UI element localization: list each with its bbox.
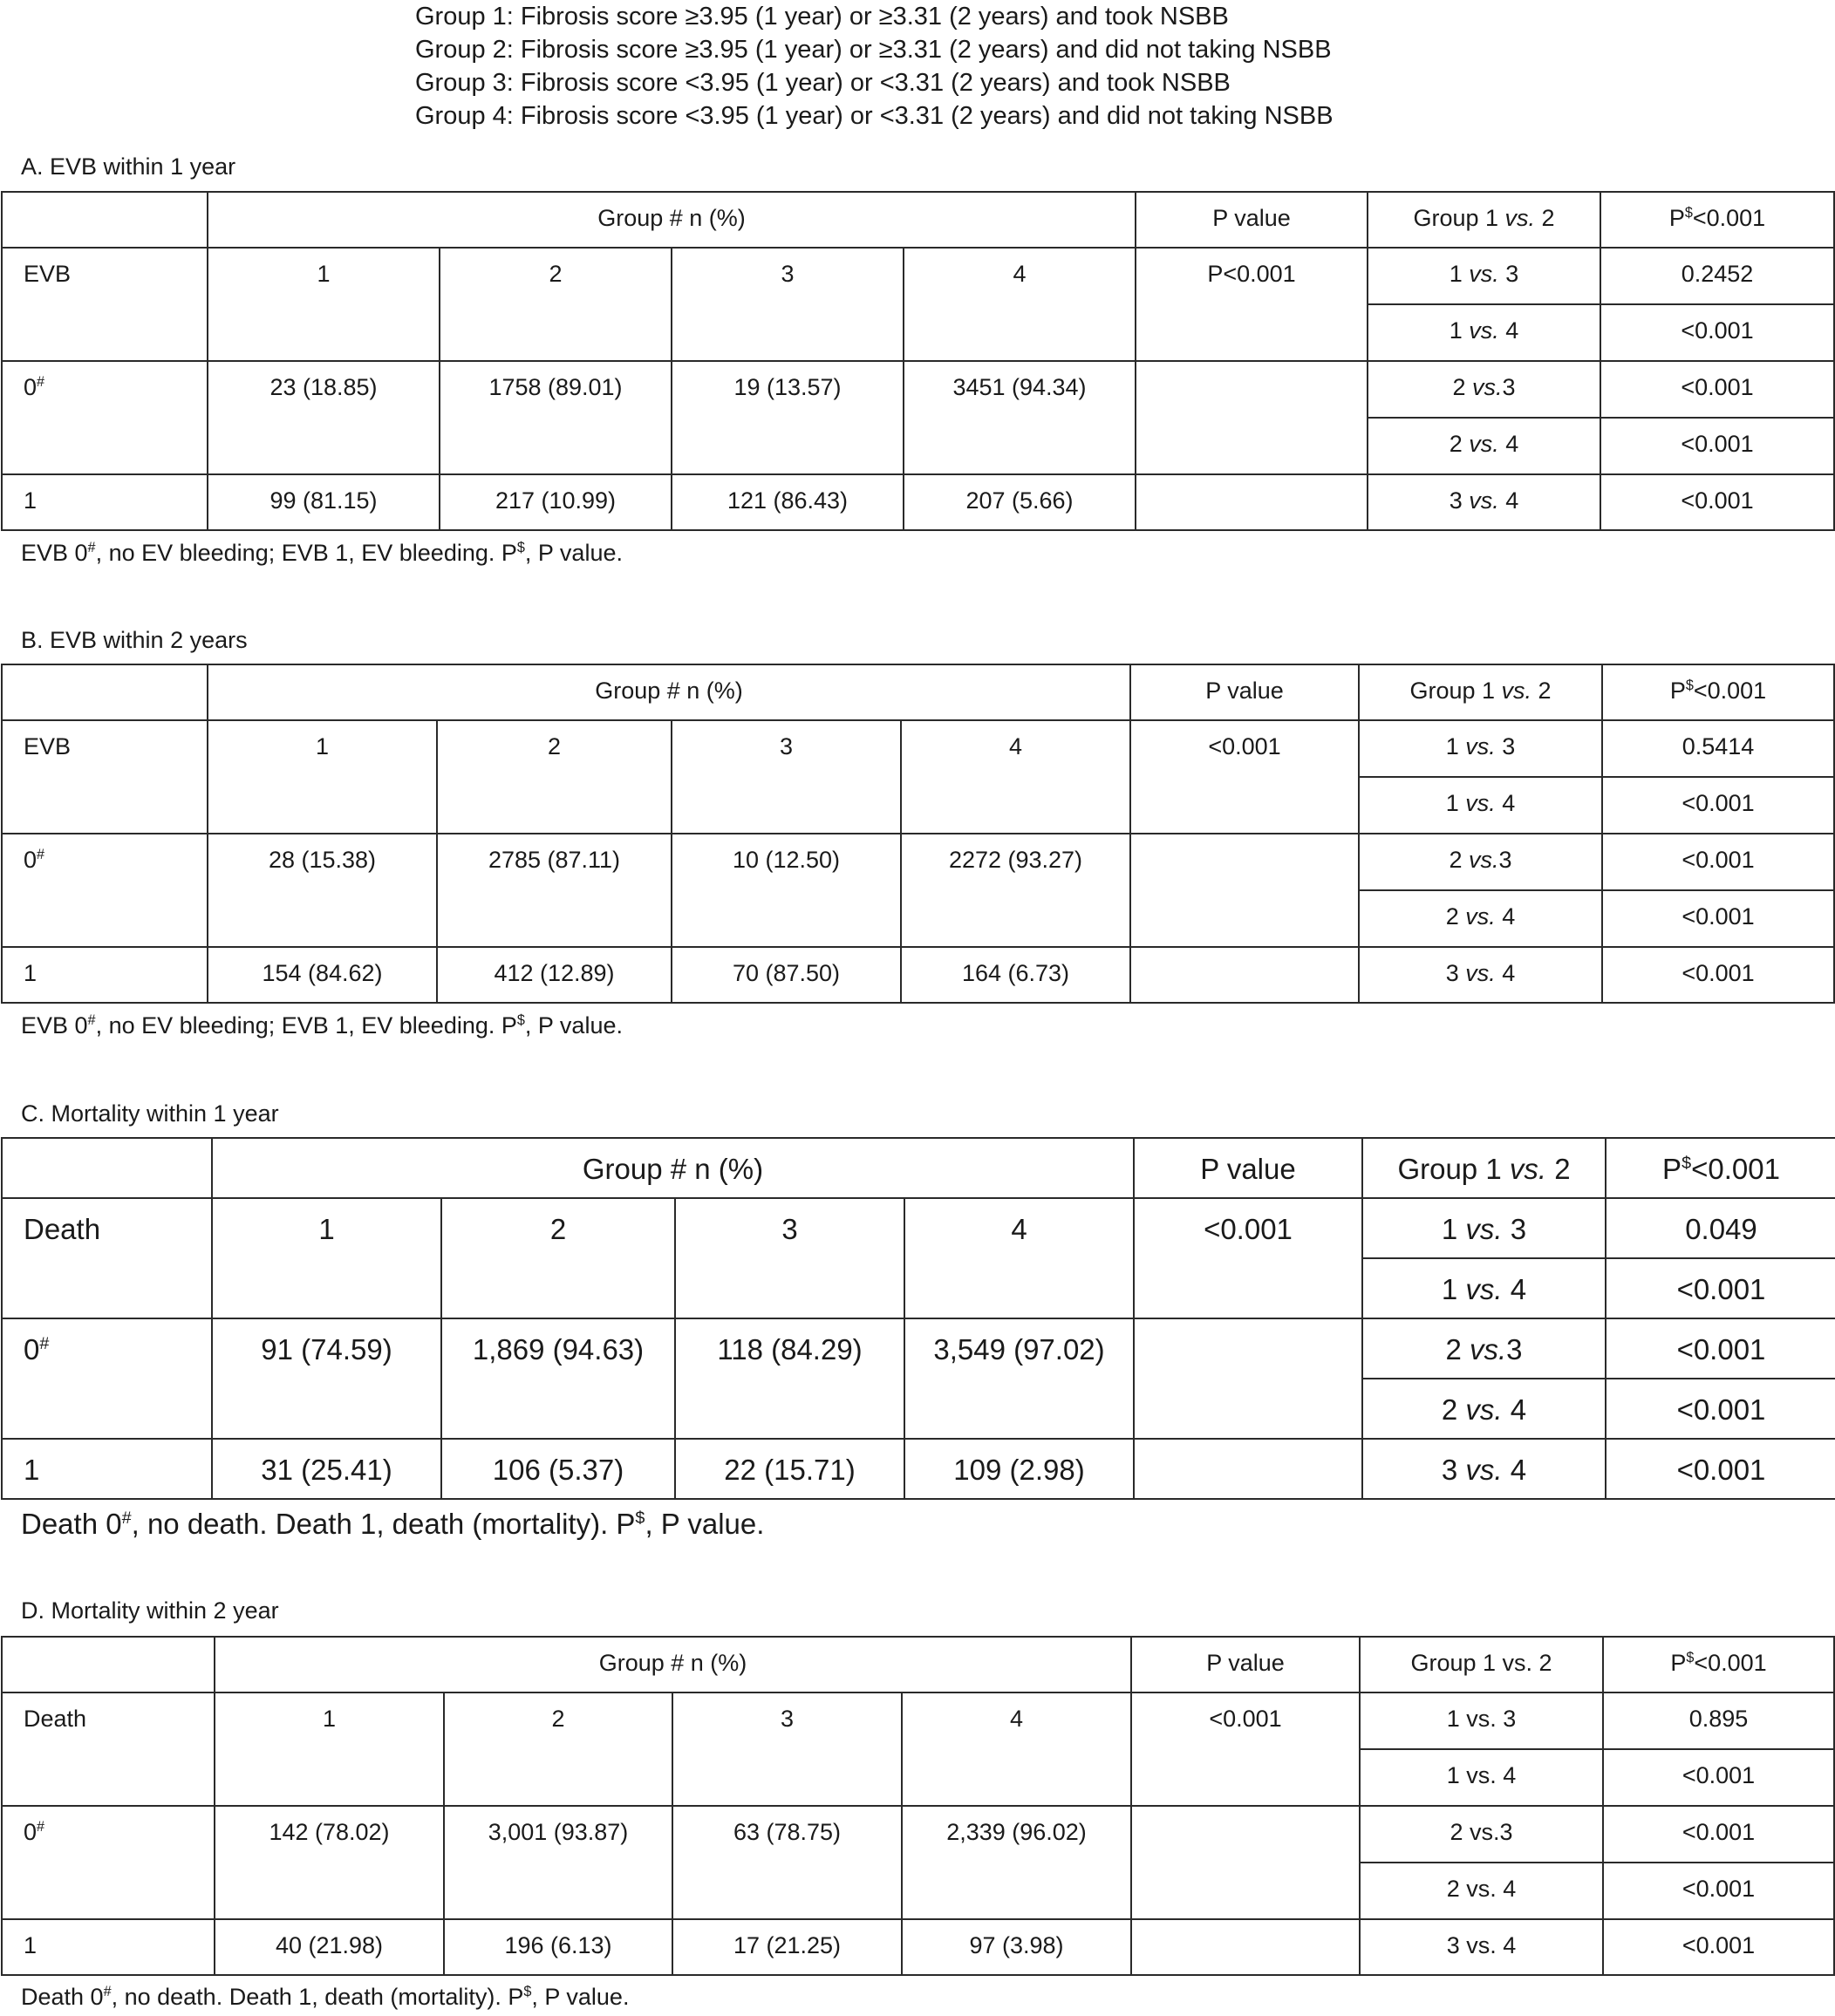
- legend-line: Group 1: Fibrosis score ≥3.95 (1 year) or ≥3.31 (2 years) and took NSBB: [415, 3, 1229, 31]
- p-threshold-value: <0.001: [1693, 678, 1767, 704]
- comparison-a: 1: [1441, 1273, 1466, 1305]
- corner-cell: [2, 664, 208, 720]
- group-number: 2: [440, 248, 672, 361]
- group-row: [2, 248, 1834, 304]
- hash-superscript: #: [103, 1984, 112, 1999]
- dollar-superscript: $: [523, 1984, 532, 1999]
- legend-line: Group 2: Fibrosis score ≥3.95 (1 year) or ≥3.31 (2 years) and did not taking NSBB: [415, 36, 1332, 64]
- comparison-vs: vs.: [1472, 374, 1503, 400]
- comparison-b: 4: [1495, 790, 1516, 816]
- count-percent-cell: 3451 (94.34): [904, 361, 1136, 474]
- comparison-vs: vs.: [1469, 487, 1499, 514]
- group-header: Group # n (%): [208, 192, 1136, 248]
- comparison-a: 1: [1446, 1762, 1467, 1788]
- footnote-part: , no EV bleeding; EVB 1, EV bleeding. P: [95, 540, 517, 566]
- corner-cell: [2, 1138, 212, 1198]
- data-row: [2, 361, 1834, 418]
- row-label-text: 0: [24, 847, 38, 873]
- group-header: Group # n (%): [215, 1637, 1131, 1692]
- comparison-b: 3: [1506, 1333, 1523, 1366]
- results-table: [1, 1137, 1835, 1500]
- comparison-vs: vs.: [1469, 431, 1499, 457]
- group-number: 2: [437, 720, 672, 834]
- count-percent-cell: 28 (15.38): [208, 834, 437, 947]
- comparison-pair: [1360, 1749, 1603, 1806]
- dollar-superscript: $: [1684, 205, 1693, 221]
- comparison-vs: vs.: [1465, 1273, 1503, 1305]
- overall-p-value: <0.001: [1134, 1198, 1362, 1318]
- group-number: 1: [212, 1198, 441, 1318]
- overall-p-value: P<0.001: [1136, 248, 1368, 361]
- comparison-b: 3: [1496, 1706, 1517, 1732]
- comparison-p-value: <0.001: [1600, 474, 1834, 530]
- comparison-pair: [1368, 361, 1600, 418]
- dollar-superscript: $: [516, 540, 525, 555]
- footnote-part: , P value.: [524, 540, 623, 566]
- row-label: [2, 834, 208, 947]
- footnote-part: Death 0: [21, 1508, 122, 1540]
- group-number: 1: [208, 248, 440, 361]
- data-row: [2, 1919, 1834, 1975]
- p-threshold-header: P$<0.001: [1603, 1637, 1834, 1692]
- comparison-header-a: Group 1: [1409, 678, 1502, 704]
- count-percent-cell: 154 (84.62): [208, 947, 437, 1003]
- comparison-header-a: Group 1: [1397, 1153, 1510, 1185]
- count-percent-cell: 2272 (93.27): [901, 834, 1130, 947]
- comparison-pair: [1368, 248, 1600, 304]
- comparison-pair: [1360, 1692, 1603, 1749]
- header-row: [2, 664, 1834, 720]
- group-number: 3: [672, 720, 901, 834]
- group-number: 1: [215, 1692, 444, 1806]
- comparison-vs: vs.: [1470, 1333, 1507, 1366]
- footnote-part: , no death. Death 1, death (mortality). P: [111, 1984, 524, 2010]
- comparison-b: 4: [1498, 431, 1519, 457]
- comparison-a: 1: [1441, 1213, 1466, 1245]
- dollar-superscript: $: [1682, 1154, 1692, 1173]
- row-label: EVB: [2, 248, 208, 361]
- comparison-p-value: <0.001: [1603, 1806, 1834, 1863]
- count-percent-cell: 1758 (89.01): [440, 361, 672, 474]
- count-percent-cell: 97 (3.98): [902, 1919, 1131, 1975]
- count-percent-cell: 10 (12.50): [672, 834, 901, 947]
- comparison-pair: [1360, 1919, 1603, 1975]
- data-row: [2, 947, 1834, 1003]
- comparison-p-value: <0.001: [1602, 834, 1834, 890]
- comparison-vs: vs.: [1465, 790, 1496, 816]
- comparison-b: 4: [1495, 960, 1516, 986]
- row-label-text: 0: [24, 374, 38, 400]
- data-row: [2, 474, 1834, 530]
- comparison-a: 1: [1449, 317, 1470, 344]
- empty-p-cell: [1131, 1806, 1360, 1919]
- comparison-a: 3: [1441, 1454, 1466, 1486]
- row-label: 1: [2, 947, 208, 1003]
- comparison-pair: [1362, 1318, 1606, 1379]
- dollar-superscript: $: [635, 1509, 645, 1528]
- table-footnote: [21, 1508, 764, 1541]
- p-threshold-value: <0.001: [1692, 205, 1766, 231]
- data-row: [2, 1439, 1835, 1499]
- comparison-header-b: 2: [1535, 205, 1555, 231]
- group-number: 3: [675, 1198, 904, 1318]
- comparison-vs: vs.: [1470, 1819, 1500, 1845]
- comparison-p-value: <0.001: [1606, 1318, 1835, 1379]
- comparison-p-value: <0.001: [1602, 947, 1834, 1003]
- comparison-b: 3: [1498, 261, 1519, 287]
- comparison-p-value: <0.001: [1606, 1379, 1835, 1439]
- footnote-part: , no death. Death 1, death (mortality). P: [131, 1508, 636, 1540]
- count-percent-cell: 3,549 (97.02): [904, 1318, 1134, 1439]
- comparison-vs: vs.: [1465, 733, 1496, 759]
- group-header: Group # n (%): [208, 664, 1130, 720]
- count-percent-cell: 19 (13.57): [672, 361, 904, 474]
- comparison-pair: [1360, 1863, 1603, 1919]
- footnote-part: , no EV bleeding; EVB 1, EV bleeding. P: [95, 1012, 517, 1039]
- comparison-a: 3: [1445, 960, 1466, 986]
- comparison-b: 4: [1496, 1932, 1517, 1958]
- comparison-a: 1: [1445, 790, 1466, 816]
- group-number: 4: [901, 720, 1130, 834]
- row-label: [2, 1806, 215, 1919]
- empty-p-cell: [1136, 361, 1368, 474]
- count-percent-cell: 91 (74.59): [212, 1318, 441, 1439]
- comparison-p-value: 0.049: [1606, 1198, 1835, 1258]
- comparison-b: 3: [1495, 733, 1516, 759]
- footnote-part: , P value.: [524, 1012, 623, 1039]
- row-label: Death: [2, 1692, 215, 1806]
- comparison-header-a: Group 1: [1410, 1650, 1503, 1676]
- hash-superscript: #: [39, 1334, 50, 1353]
- table-footnote: [21, 1984, 629, 2011]
- count-percent-cell: 70 (87.50): [672, 947, 901, 1003]
- row-label: Death: [2, 1198, 212, 1318]
- hash-superscript: #: [87, 540, 96, 555]
- comparison-b: 4: [1498, 317, 1519, 344]
- comparison-header-vs: vs.: [1504, 205, 1536, 231]
- dollar-superscript: $: [1686, 1650, 1695, 1665]
- row-label: 1: [2, 1919, 215, 1975]
- results-table: [1, 191, 1835, 531]
- comparison-pair: [1359, 834, 1602, 890]
- hash-superscript: #: [121, 1509, 132, 1528]
- comparison-b: 3: [1502, 374, 1516, 400]
- comparison-pair: [1362, 1379, 1606, 1439]
- comparison-b: 3: [1498, 847, 1512, 873]
- data-row: [2, 1318, 1835, 1379]
- comparison-a: 2: [1449, 847, 1469, 873]
- legend-line: Group 3: Fibrosis score <3.95 (1 year) or <3.31 (2 years) and took NSBB: [415, 69, 1231, 97]
- comparison-header-b: 2: [1532, 1650, 1552, 1676]
- header-row: [2, 1637, 1834, 1692]
- table-title: A. EVB within 1 year: [21, 153, 236, 180]
- count-percent-cell: 106 (5.37): [441, 1439, 675, 1499]
- comparison-b: 4: [1498, 487, 1519, 514]
- comparison-vs: vs.: [1466, 1932, 1497, 1958]
- comparison-vs: vs.: [1469, 847, 1499, 873]
- empty-p-cell: [1130, 947, 1359, 1003]
- comparison-b: 4: [1496, 1876, 1517, 1902]
- count-percent-cell: 217 (10.99): [440, 474, 672, 530]
- count-percent-cell: 23 (18.85): [208, 361, 440, 474]
- comparison-b: 4: [1496, 1762, 1517, 1788]
- count-percent-cell: 196 (6.13): [444, 1919, 672, 1975]
- comparison-b: 4: [1502, 1454, 1527, 1486]
- comparison-header: [1359, 664, 1602, 720]
- group-number: 3: [672, 248, 904, 361]
- comparison-b: 4: [1495, 903, 1516, 930]
- comparison-p-value: <0.001: [1603, 1863, 1834, 1919]
- comparison-p-value: 0.2452: [1600, 248, 1834, 304]
- comparison-p-value: <0.001: [1600, 361, 1834, 418]
- count-percent-cell: 31 (25.41): [212, 1439, 441, 1499]
- p-threshold-value: <0.001: [1691, 1153, 1780, 1185]
- overall-p-value: <0.001: [1130, 720, 1359, 834]
- comparison-vs: vs.: [1465, 960, 1496, 986]
- comparison-header-b: 2: [1546, 1153, 1571, 1185]
- comparison-pair: [1368, 304, 1600, 361]
- comparison-a: 1: [1445, 733, 1466, 759]
- header-row: [2, 192, 1834, 248]
- count-percent-cell: 99 (81.15): [208, 474, 440, 530]
- comparison-a: 1: [1446, 1706, 1467, 1732]
- count-percent-cell: 63 (78.75): [672, 1806, 902, 1919]
- comparison-vs: vs.: [1465, 903, 1496, 930]
- count-percent-cell: 412 (12.89): [437, 947, 672, 1003]
- comparison-b: 3: [1502, 1213, 1527, 1245]
- comparison-pair: [1368, 418, 1600, 474]
- hash-superscript: #: [37, 847, 45, 862]
- comparison-p-value: <0.001: [1602, 777, 1834, 834]
- comparison-a: 2: [1449, 431, 1470, 457]
- table-title: C. Mortality within 1 year: [21, 1100, 279, 1127]
- comparison-p-value: <0.001: [1603, 1919, 1834, 1975]
- comparison-pair: [1362, 1439, 1606, 1499]
- group-number: 4: [902, 1692, 1131, 1806]
- comparison-p-value: 0.5414: [1602, 720, 1834, 777]
- group-number: 2: [441, 1198, 675, 1318]
- corner-cell: [2, 192, 208, 248]
- comparison-header: [1368, 192, 1600, 248]
- empty-p-cell: [1130, 834, 1359, 947]
- data-row: [2, 1806, 1834, 1863]
- header-row: [2, 1138, 1835, 1198]
- table-title: B. EVB within 2 years: [21, 627, 248, 653]
- comparison-p-value: 0.895: [1603, 1692, 1834, 1749]
- comparison-header-vs: vs.: [1501, 678, 1532, 704]
- comparison-p-value: <0.001: [1606, 1439, 1835, 1499]
- dollar-superscript: $: [516, 1012, 525, 1028]
- empty-p-cell: [1134, 1318, 1362, 1439]
- group-header: Group # n (%): [212, 1138, 1134, 1198]
- comparison-p-value: <0.001: [1600, 418, 1834, 474]
- comparison-b: 3: [1499, 1819, 1513, 1845]
- results-table: [1, 1636, 1835, 1976]
- comparison-vs: vs.: [1469, 317, 1499, 344]
- row-label-text: 0: [24, 1819, 38, 1845]
- comparison-vs: vs.: [1466, 1706, 1497, 1732]
- count-percent-cell: 17 (21.25): [672, 1919, 902, 1975]
- p-threshold-header: P$<0.001: [1602, 664, 1834, 720]
- group-number: 3: [672, 1692, 902, 1806]
- hash-superscript: #: [37, 1819, 45, 1835]
- comparison-header: [1362, 1138, 1606, 1198]
- comparison-p-value: <0.001: [1600, 304, 1834, 361]
- comparison-p-value: <0.001: [1606, 1258, 1835, 1318]
- comparison-a: 2: [1446, 1876, 1467, 1902]
- comparison-vs: vs.: [1466, 1762, 1497, 1788]
- row-label-text: 0: [24, 1333, 40, 1366]
- group-number: 2: [444, 1692, 672, 1806]
- p-value-header: P value: [1136, 192, 1368, 248]
- group-row: [2, 1692, 1834, 1749]
- comparison-header-vs: vs.: [1509, 1153, 1547, 1185]
- group-number: 1: [208, 720, 437, 834]
- comparison-a: 1: [1449, 261, 1470, 287]
- comparison-pair: [1359, 947, 1602, 1003]
- count-percent-cell: 40 (21.98): [215, 1919, 444, 1975]
- comparison-a: 3: [1449, 487, 1470, 514]
- comparison-a: 2: [1445, 903, 1466, 930]
- count-percent-cell: 121 (86.43): [672, 474, 904, 530]
- comparison-vs: vs.: [1466, 1876, 1497, 1902]
- comparison-a: 3: [1446, 1932, 1467, 1958]
- comparison-pair: [1360, 1806, 1603, 1863]
- p-threshold-header: P$<0.001: [1600, 192, 1834, 248]
- corner-cell: [2, 1637, 215, 1692]
- comparison-pair: [1359, 890, 1602, 947]
- group-legend: [415, 0, 1334, 133]
- row-label: 1: [2, 1439, 212, 1499]
- p-threshold-value: <0.001: [1694, 1650, 1767, 1676]
- footnote-part: EVB 0: [21, 540, 88, 566]
- results-table: [1, 664, 1835, 1004]
- count-percent-cell: 2785 (87.11): [437, 834, 672, 947]
- p-value-header: P value: [1131, 1637, 1360, 1692]
- table-footnote: [21, 540, 623, 567]
- row-label: [2, 361, 208, 474]
- empty-p-cell: [1134, 1439, 1362, 1499]
- footnote-part: , P value.: [531, 1984, 630, 2010]
- comparison-pair: [1359, 777, 1602, 834]
- footnote-part: EVB 0: [21, 1012, 88, 1039]
- count-percent-cell: 109 (2.98): [904, 1439, 1134, 1499]
- comparison-p-value: <0.001: [1602, 890, 1834, 947]
- count-percent-cell: 22 (15.71): [675, 1439, 904, 1499]
- count-percent-cell: 118 (84.29): [675, 1318, 904, 1439]
- comparison-header-a: Group 1: [1413, 205, 1505, 231]
- comparison-p-value: <0.001: [1603, 1749, 1834, 1806]
- comparison-b: 4: [1502, 1273, 1527, 1305]
- table-title: D. Mortality within 2 year: [21, 1597, 279, 1624]
- count-percent-cell: 142 (78.02): [215, 1806, 444, 1919]
- count-percent-cell: 2,339 (96.02): [902, 1806, 1131, 1919]
- comparison-header-vs: vs.: [1502, 1650, 1533, 1676]
- footnote-part: , P value.: [645, 1508, 765, 1540]
- comparison-pair: [1362, 1198, 1606, 1258]
- comparison-b: 4: [1502, 1393, 1527, 1426]
- data-row: [2, 834, 1834, 890]
- group-row: [2, 1198, 1835, 1258]
- hash-superscript: #: [87, 1012, 96, 1028]
- comparison-vs: vs.: [1465, 1454, 1503, 1486]
- comparison-pair: [1359, 720, 1602, 777]
- row-label: [2, 1318, 212, 1439]
- comparison-a: 2: [1441, 1393, 1466, 1426]
- count-percent-cell: 3,001 (93.87): [444, 1806, 672, 1919]
- legend-line: Group 4: Fibrosis score <3.95 (1 year) or <3.31 (2 years) and did not taking NSBB: [415, 102, 1334, 130]
- group-number: 4: [904, 1198, 1134, 1318]
- empty-p-cell: [1136, 474, 1368, 530]
- p-value-header: P value: [1130, 664, 1359, 720]
- table-footnote: [21, 1012, 623, 1039]
- group-number: 4: [904, 248, 1136, 361]
- hash-superscript: #: [37, 374, 45, 390]
- group-row: [2, 720, 1834, 777]
- dollar-superscript: $: [1685, 678, 1694, 693]
- comparison-header-b: 2: [1531, 678, 1552, 704]
- footnote-part: Death 0: [21, 1984, 104, 2010]
- count-percent-cell: 207 (5.66): [904, 474, 1136, 530]
- comparison-a: 2: [1450, 1819, 1470, 1845]
- row-label: 1: [2, 474, 208, 530]
- comparison-vs: vs.: [1465, 1393, 1503, 1426]
- comparison-a: 2: [1452, 374, 1472, 400]
- comparison-pair: [1362, 1258, 1606, 1318]
- p-value-header: P value: [1134, 1138, 1362, 1198]
- row-label: EVB: [2, 720, 208, 834]
- count-percent-cell: 164 (6.73): [901, 947, 1130, 1003]
- comparison-a: 2: [1445, 1333, 1470, 1366]
- comparison-vs: vs.: [1469, 261, 1499, 287]
- count-percent-cell: 1,869 (94.63): [441, 1318, 675, 1439]
- overall-p-value: <0.001: [1131, 1692, 1360, 1806]
- empty-p-cell: [1131, 1919, 1360, 1975]
- p-threshold-header: P$<0.001: [1606, 1138, 1835, 1198]
- comparison-header: [1360, 1637, 1603, 1692]
- comparison-vs: vs.: [1465, 1213, 1503, 1245]
- comparison-pair: [1368, 474, 1600, 530]
